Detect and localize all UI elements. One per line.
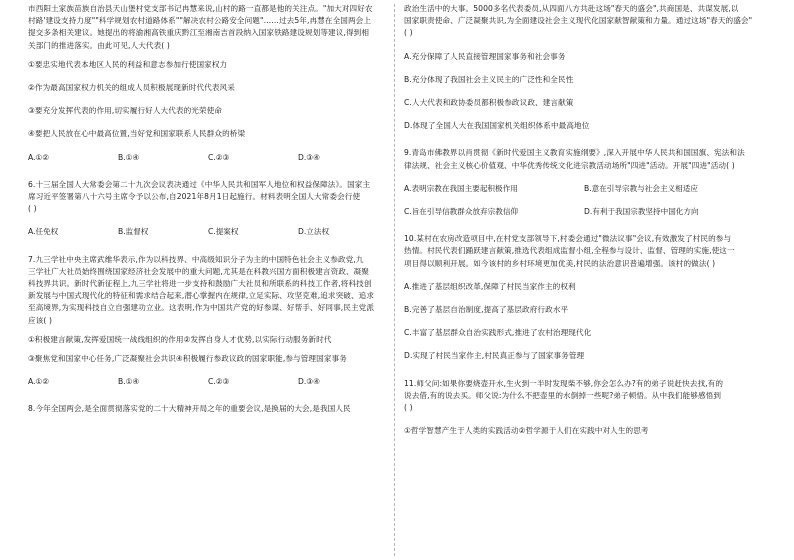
question-7-stem: [28, 254, 390, 327]
choice-a: A.①②: [28, 152, 50, 162]
question-8-stem-cont: [404, 3, 768, 40]
question-10-choice-d: D.实现了村民当家作主,村民真正参与了国家事务管理: [404, 351, 585, 361]
text-line: 热情。村民代表们踊跃建言献策,推选代表组成监督小组,全程参与设计、监督、管理的实施,使这一: [404, 246, 735, 256]
text-line: ( ): [28, 204, 37, 214]
text-line: 村路'建设支持力度""科学规划农村道路体系""解决农村公路安全问题"……过去5年,冉慧在全国两会上: [28, 16, 372, 26]
choice-b: B.意在引导宗教与社会主义相适应: [584, 183, 698, 193]
choice-b: B.①④: [118, 152, 140, 162]
question-6-stem: [28, 179, 390, 216]
text-line: 7.九三学社中央主席武维华表示,作为以科技界、中高级知识分子为主的中国特色社会主义参政党,九: [28, 254, 364, 264]
question-8-choice-d: D.体现了全国人大在我国国家机关组织体系中最高地位: [404, 121, 590, 131]
text-line: ( ): [404, 28, 413, 38]
text-line: 律法规、社会主义核心价值观、中华优秀传统文化进宗教活动场所"四进"活动。开展"四进"活动( ): [404, 160, 735, 170]
text-line: 6.十三届全国人大常委会第二十九次会议表决通过《中华人民共和国军人地位和权益保障法》。国家主: [28, 179, 371, 189]
text-line: 关部门的推进落实。由此可见,人大代表( ): [28, 40, 170, 50]
question-5-item-3: ③要充分发挥代表的作用,切实履行好人大代表的光荣使命: [28, 106, 223, 116]
question-10-choice-b: B.完善了基层自治制度,提高了基层政府行政水平: [404, 305, 569, 315]
question-6-choices: [28, 226, 390, 238]
question-9-stem: [404, 147, 768, 171]
choice-d: D.立法权: [298, 227, 330, 237]
choice-d: D.有利于我国宗教坚持中国化方向: [584, 207, 699, 217]
text-line: 10.某村在农房改造项目中,在村党支部领导下,村委会通过"微法议事"会议,有效激发了村民的参与: [404, 234, 732, 244]
text-line: 项目得以顺利开展。如今该村的乡村环境更加优美,村民的法治意识普遍增强。该村的做法( ): [404, 258, 716, 268]
text-line: 说去借,有的说去买。师父说:为什么不把壶里的水倒掉一些呢?弟子顿悟。从中我们能够感悟到: [404, 390, 722, 400]
text-line: 市西阳土家族苗族自治县天山堡村党支部书记冉慧来说,山村的路一直都是他的关注点。"加大对四好农: [28, 4, 373, 13]
text-line: 政治生活中的大事。5000多名代表委员,从四面八方共赴这场"春天的盛会",共商国是、共谋发展,以: [404, 4, 739, 13]
text-line: 新发展与中国式现代化的特征和需求结合起来,潜心掌握内在规律,立足实际、攻坚克难,追求突破、追求: [28, 291, 375, 301]
question-8-choice-a: A.充分保障了人民直接管理国家事务和社会事务: [404, 51, 566, 61]
text-line: ( ): [404, 403, 413, 413]
question-8-stem-start: 8.今年全国两会,是全面贯彻落实党的二十大精神开局之年的重要会议,是换届的大会,是我国人民: [28, 404, 351, 414]
text-line: 9.青岛市佛教界以肖贯彻《新时代爱国主义教育实施纲要》,深入开展中华人民共和国国旗、宪法和法: [404, 148, 745, 158]
choice-d: D.③④: [298, 377, 320, 387]
right-column: [404, 3, 768, 437]
text-line: 席习近平签署第八十六号主席令予以公布,自2021年8月1日起施行。材料表明全国人大常委会行使: [28, 192, 361, 202]
choice-a: A.任免权: [28, 227, 59, 237]
column-divider: [394, 4, 395, 556]
question-9-choices-cd: [404, 206, 768, 218]
choice-b: B.①④: [118, 377, 140, 387]
question-10-choice-c: C.丰富了基层群众自治实践形式,推进了农村治理现代化: [404, 328, 592, 338]
left-column: [28, 3, 390, 416]
question-11-stem: [404, 378, 768, 415]
question-9-choices-ab: [404, 183, 768, 195]
question-8-choice-b: B.充分体现了我国社会主义民主的广泛性和全民性: [404, 74, 574, 84]
question-5-item-4: ④要把人民放在心中最高位置,当好党和国家联系人民群众的桥梁: [28, 129, 246, 139]
text-line: 11.师父问:如果你要烧壶开水,生火到一半时发现柴不够,你会怎么办?有的弟子说赶快去找,有的: [404, 378, 724, 388]
question-7-items-2: ③聚焦党和国家中心任务,广泛凝聚社会共识④积极履行参政议政的国家职能,参与管理国家事务: [28, 354, 347, 364]
question-5-item-2: ②作为最高国家权力机关的组成人员积极展现新时代代表风采: [28, 83, 235, 93]
choice-a: A.表明宗教在我国主要起积极作用: [404, 183, 518, 193]
question-5-item-1: ①要忠实地代表本地区人民的利益和意志参加行使国家权力: [28, 59, 228, 69]
choice-a: A.①②: [28, 377, 50, 387]
question-8-choice-c: C.人大代表和政协委员都积极参政议政、建言献策: [404, 98, 574, 108]
question-5-stem: [28, 3, 390, 52]
question-7-items-1: ①积极建言献策,发挥爱国统一战线组织的作用②发挥自身人才优势,以实际行动服务新时代: [28, 334, 332, 344]
choice-c: C.②③: [208, 377, 230, 387]
choice-c: C.旨在引导信教群众放弃宗教信仰: [404, 207, 519, 217]
choice-b: B.监督权: [118, 227, 149, 237]
text-line: 三学社广大社员始终围绕国家经济社会发展中的重大问题,尤其是在科教兴国方面积极建言资政、凝聚: [28, 266, 370, 276]
text-line: 国家职责使命、广泛凝聚共识,为全面建设社会主义现代化国家献智献策和力量。通过这场"春天的盛会": [404, 16, 753, 26]
text-line: 至高境界,为实现科技自立自强建功立业。这表明,作为中国共产党的好参谋、好帮手、好同事,民主党派: [28, 303, 375, 313]
choice-c: C.提案权: [208, 227, 239, 237]
question-11-items: ①哲学智慧产生于人类的实践活动②哲学源于人们在实践中对人生的思考: [404, 426, 649, 436]
question-7-choices: [28, 376, 390, 388]
question-10-stem: [404, 233, 768, 270]
text-line: 应该( ): [28, 315, 53, 325]
text-line: 提交多条相关建议。她提出的将渝湘高铁重庆黔江至湘南吉首段纳入国家铁路建设规划等建议,得到相: [28, 28, 370, 38]
text-line: 科技界共识。新时代新征程上,九三学社将进一步支持和鼓励广大社员和所联系的科技工作者,将科技创: [28, 279, 372, 289]
question-5-choices: [28, 152, 390, 164]
question-10-choice-a: A.推进了基层组织改革,保障了村民当家作主的权利: [404, 281, 576, 291]
choice-c: C.②③: [208, 152, 230, 162]
choice-d: D.③④: [298, 152, 320, 162]
